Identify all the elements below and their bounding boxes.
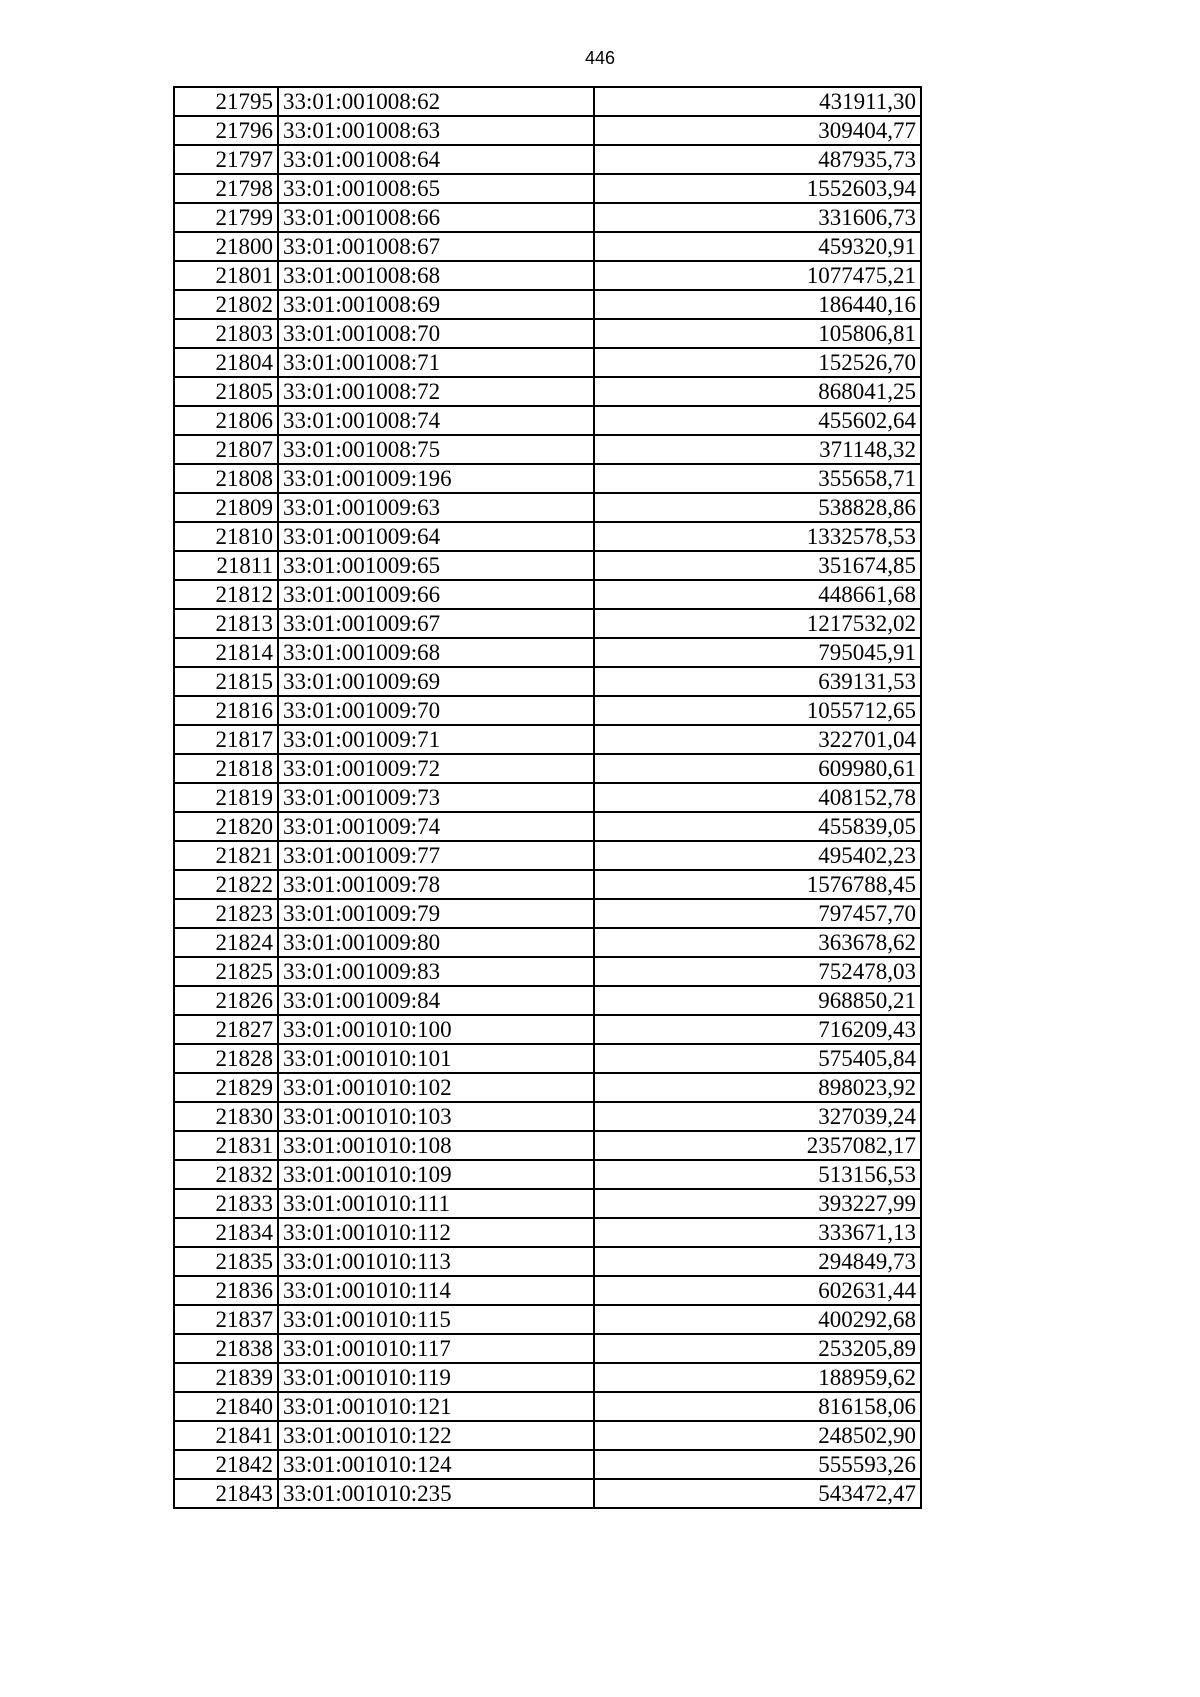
row-number-cell: 21817 <box>174 725 278 754</box>
cadastral-number-cell: 33:01:001009:74 <box>278 812 594 841</box>
cadastral-value-cell: 575405,84 <box>594 1044 921 1073</box>
row-number-cell: 21819 <box>174 783 278 812</box>
cadastral-number-cell: 33:01:001008:70 <box>278 319 594 348</box>
table-row <box>174 522 921 551</box>
cadastral-value-cell: 716209,43 <box>594 1015 921 1044</box>
cadastral-value-cell: 363678,62 <box>594 928 921 957</box>
table-row <box>174 174 921 203</box>
row-number-cell: 21805 <box>174 377 278 406</box>
table-row <box>174 203 921 232</box>
cadastral-number-cell: 33:01:001009:64 <box>278 522 594 551</box>
cadastral-value-cell: 331606,73 <box>594 203 921 232</box>
cadastral-value-cell: 459320,91 <box>594 232 921 261</box>
table-row <box>174 725 921 754</box>
table-row <box>174 377 921 406</box>
row-number-cell: 21827 <box>174 1015 278 1044</box>
cadastral-value-cell: 327039,24 <box>594 1102 921 1131</box>
cadastral-value-cell: 351674,85 <box>594 551 921 580</box>
row-number-cell: 21830 <box>174 1102 278 1131</box>
cadastral-number-cell: 33:01:001010:235 <box>278 1479 594 1508</box>
table-row <box>174 87 921 116</box>
cadastral-number-cell: 33:01:001009:72 <box>278 754 594 783</box>
cadastral-value-cell: 253205,89 <box>594 1334 921 1363</box>
table-row <box>174 841 921 870</box>
table-row <box>174 1276 921 1305</box>
cadastral-value-cell: 1055712,65 <box>594 696 921 725</box>
row-number-cell: 21822 <box>174 870 278 899</box>
cadastral-value-cell: 795045,91 <box>594 638 921 667</box>
row-number-cell: 21814 <box>174 638 278 667</box>
cadastral-value-cell: 400292,68 <box>594 1305 921 1334</box>
cadastral-number-cell: 33:01:001009:67 <box>278 609 594 638</box>
row-number-cell: 21836 <box>174 1276 278 1305</box>
page-number: 446 <box>584 48 616 68</box>
row-number-cell: 21811 <box>174 551 278 580</box>
row-number-cell: 21838 <box>174 1334 278 1363</box>
row-number-cell: 21808 <box>174 464 278 493</box>
table-row <box>174 1334 921 1363</box>
row-number-cell: 21810 <box>174 522 278 551</box>
cadastral-value-cell: 448661,68 <box>594 580 921 609</box>
cadastral-value-cell: 2357082,17 <box>594 1131 921 1160</box>
table-row <box>174 667 921 696</box>
cadastral-number-cell: 33:01:001008:68 <box>278 261 594 290</box>
cadastral-number-cell: 33:01:001009:78 <box>278 870 594 899</box>
table-row <box>174 1044 921 1073</box>
row-number-cell: 21796 <box>174 116 278 145</box>
cadastral-number-cell: 33:01:001008:75 <box>278 435 594 464</box>
cadastral-number-cell: 33:01:001010:113 <box>278 1247 594 1276</box>
row-number-cell: 21831 <box>174 1131 278 1160</box>
cadastral-value-cell: 968850,21 <box>594 986 921 1015</box>
cadastral-number-cell: 33:01:001010:115 <box>278 1305 594 1334</box>
table-row <box>174 1015 921 1044</box>
cadastral-number-cell: 33:01:001010:102 <box>278 1073 594 1102</box>
row-number-cell: 21812 <box>174 580 278 609</box>
cadastral-value-cell: 1077475,21 <box>594 261 921 290</box>
table-row <box>174 957 921 986</box>
cadastral-number-cell: 33:01:001008:62 <box>278 87 594 116</box>
row-number-cell: 21815 <box>174 667 278 696</box>
cadastral-value-cell: 816158,06 <box>594 1392 921 1421</box>
row-number-cell: 21821 <box>174 841 278 870</box>
cadastral-value-cell: 393227,99 <box>594 1189 921 1218</box>
table-row <box>174 1218 921 1247</box>
cadastral-number-cell: 33:01:001010:103 <box>278 1102 594 1131</box>
row-number-cell: 21809 <box>174 493 278 522</box>
cadastral-value-table <box>173 86 922 1509</box>
cadastral-value-cell: 898023,92 <box>594 1073 921 1102</box>
table-body <box>174 87 921 1508</box>
cadastral-number-cell: 33:01:001010:122 <box>278 1421 594 1450</box>
cadastral-value-cell: 186440,16 <box>594 290 921 319</box>
cadastral-number-cell: 33:01:001008:67 <box>278 232 594 261</box>
table-row <box>174 493 921 522</box>
cadastral-number-cell: 33:01:001010:112 <box>278 1218 594 1247</box>
row-number-cell: 21804 <box>174 348 278 377</box>
row-number-cell: 21824 <box>174 928 278 957</box>
row-number-cell: 21806 <box>174 406 278 435</box>
cadastral-number-cell: 33:01:001008:71 <box>278 348 594 377</box>
row-number-cell: 21825 <box>174 957 278 986</box>
cadastral-value-cell: 455602,64 <box>594 406 921 435</box>
table-row <box>174 1305 921 1334</box>
table-row <box>174 1421 921 1450</box>
cadastral-value-cell: 639131,53 <box>594 667 921 696</box>
table-row <box>174 1189 921 1218</box>
row-number-cell: 21841 <box>174 1421 278 1450</box>
cadastral-value-cell: 355658,71 <box>594 464 921 493</box>
cadastral-number-cell: 33:01:001009:65 <box>278 551 594 580</box>
cadastral-value-cell: 543472,47 <box>594 1479 921 1508</box>
cadastral-value-cell: 105806,81 <box>594 319 921 348</box>
cadastral-value-cell: 752478,03 <box>594 957 921 986</box>
row-number-cell: 21820 <box>174 812 278 841</box>
table-row <box>174 1131 921 1160</box>
cadastral-value-cell: 248502,90 <box>594 1421 921 1450</box>
cadastral-value-cell: 797457,70 <box>594 899 921 928</box>
row-number-cell: 21823 <box>174 899 278 928</box>
table-row <box>174 261 921 290</box>
cadastral-number-cell: 33:01:001010:101 <box>278 1044 594 1073</box>
table-row <box>174 870 921 899</box>
cadastral-number-cell: 33:01:001009:196 <box>278 464 594 493</box>
table-row <box>174 812 921 841</box>
cadastral-number-cell: 33:01:001010:114 <box>278 1276 594 1305</box>
cadastral-number-cell: 33:01:001010:117 <box>278 1334 594 1363</box>
table-row <box>174 1450 921 1479</box>
row-number-cell: 21800 <box>174 232 278 261</box>
cadastral-number-cell: 33:01:001010:109 <box>278 1160 594 1189</box>
cadastral-value-cell: 609980,61 <box>594 754 921 783</box>
table-row <box>174 754 921 783</box>
cadastral-number-cell: 33:01:001009:80 <box>278 928 594 957</box>
cadastral-number-cell: 33:01:001009:79 <box>278 899 594 928</box>
table-row <box>174 464 921 493</box>
cadastral-number-cell: 33:01:001009:73 <box>278 783 594 812</box>
row-number-cell: 21816 <box>174 696 278 725</box>
cadastral-value-cell: 602631,44 <box>594 1276 921 1305</box>
row-number-cell: 21842 <box>174 1450 278 1479</box>
row-number-cell: 21799 <box>174 203 278 232</box>
row-number-cell: 21835 <box>174 1247 278 1276</box>
cadastral-number-cell: 33:01:001009:84 <box>278 986 594 1015</box>
row-number-cell: 21813 <box>174 609 278 638</box>
cadastral-number-cell: 33:01:001008:63 <box>278 116 594 145</box>
cadastral-number-cell: 33:01:001009:71 <box>278 725 594 754</box>
row-number-cell: 21839 <box>174 1363 278 1392</box>
row-number-cell: 21798 <box>174 174 278 203</box>
cadastral-value-cell: 1217532,02 <box>594 609 921 638</box>
row-number-cell: 21802 <box>174 290 278 319</box>
cadastral-value-cell: 309404,77 <box>594 116 921 145</box>
cadastral-value-cell: 495402,23 <box>594 841 921 870</box>
row-number-cell: 21832 <box>174 1160 278 1189</box>
table-row <box>174 1160 921 1189</box>
table-row <box>174 319 921 348</box>
cadastral-value-cell: 294849,73 <box>594 1247 921 1276</box>
table-row <box>174 783 921 812</box>
table-row <box>174 116 921 145</box>
cadastral-value-cell: 513156,53 <box>594 1160 921 1189</box>
row-number-cell: 21840 <box>174 1392 278 1421</box>
table-row <box>174 928 921 957</box>
table-row <box>174 1392 921 1421</box>
cadastral-value-cell: 1332578,53 <box>594 522 921 551</box>
cadastral-value-cell: 868041,25 <box>594 377 921 406</box>
cadastral-number-cell: 33:01:001010:124 <box>278 1450 594 1479</box>
table-row <box>174 232 921 261</box>
table-row <box>174 1363 921 1392</box>
cadastral-value-cell: 487935,73 <box>594 145 921 174</box>
table-row <box>174 435 921 464</box>
table-row <box>174 580 921 609</box>
cadastral-number-cell: 33:01:001008:72 <box>278 377 594 406</box>
cadastral-value-cell: 333671,13 <box>594 1218 921 1247</box>
table-row <box>174 1073 921 1102</box>
table-row <box>174 899 921 928</box>
row-number-cell: 21826 <box>174 986 278 1015</box>
cadastral-number-cell: 33:01:001010:100 <box>278 1015 594 1044</box>
cadastral-value-cell: 371148,32 <box>594 435 921 464</box>
table-row <box>174 696 921 725</box>
cadastral-number-cell: 33:01:001008:66 <box>278 203 594 232</box>
row-number-cell: 21795 <box>174 87 278 116</box>
cadastral-value-cell: 408152,78 <box>594 783 921 812</box>
row-number-cell: 21837 <box>174 1305 278 1334</box>
cadastral-number-cell: 33:01:001009:70 <box>278 696 594 725</box>
cadastral-number-cell: 33:01:001009:63 <box>278 493 594 522</box>
row-number-cell: 21801 <box>174 261 278 290</box>
row-number-cell: 21797 <box>174 145 278 174</box>
row-number-cell: 21803 <box>174 319 278 348</box>
cadastral-number-cell: 33:01:001010:121 <box>278 1392 594 1421</box>
cadastral-number-cell: 33:01:001008:69 <box>278 290 594 319</box>
table-row <box>174 986 921 1015</box>
table-row <box>174 1102 921 1131</box>
cadastral-number-cell: 33:01:001009:68 <box>278 638 594 667</box>
cadastral-number-cell: 33:01:001010:119 <box>278 1363 594 1392</box>
table-row <box>174 290 921 319</box>
cadastral-number-cell: 33:01:001009:77 <box>278 841 594 870</box>
table-row <box>174 348 921 377</box>
cadastral-number-cell: 33:01:001008:65 <box>278 174 594 203</box>
table-row <box>174 551 921 580</box>
cadastral-value-cell: 188959,62 <box>594 1363 921 1392</box>
table-row <box>174 1479 921 1508</box>
cadastral-value-cell: 322701,04 <box>594 725 921 754</box>
cadastral-number-cell: 33:01:001009:83 <box>278 957 594 986</box>
row-number-cell: 21834 <box>174 1218 278 1247</box>
table-row <box>174 406 921 435</box>
cadastral-value-cell: 555593,26 <box>594 1450 921 1479</box>
cadastral-number-cell: 33:01:001008:74 <box>278 406 594 435</box>
cadastral-value-cell: 538828,86 <box>594 493 921 522</box>
cadastral-value-cell: 152526,70 <box>594 348 921 377</box>
cadastral-number-cell: 33:01:001010:108 <box>278 1131 594 1160</box>
cadastral-number-cell: 33:01:001009:66 <box>278 580 594 609</box>
row-number-cell: 21833 <box>174 1189 278 1218</box>
table-row <box>174 145 921 174</box>
cadastral-value-cell: 431911,30 <box>594 87 921 116</box>
row-number-cell: 21828 <box>174 1044 278 1073</box>
cadastral-number-cell: 33:01:001009:69 <box>278 667 594 696</box>
cadastral-number-cell: 33:01:001008:64 <box>278 145 594 174</box>
row-number-cell: 21843 <box>174 1479 278 1508</box>
cadastral-number-cell: 33:01:001010:111 <box>278 1189 594 1218</box>
row-number-cell: 21829 <box>174 1073 278 1102</box>
cadastral-value-cell: 1552603,94 <box>594 174 921 203</box>
cadastral-value-cell: 455839,05 <box>594 812 921 841</box>
table-row <box>174 638 921 667</box>
row-number-cell: 21807 <box>174 435 278 464</box>
cadastral-value-cell: 1576788,45 <box>594 870 921 899</box>
row-number-cell: 21818 <box>174 754 278 783</box>
table-row <box>174 1247 921 1276</box>
table-row <box>174 609 921 638</box>
